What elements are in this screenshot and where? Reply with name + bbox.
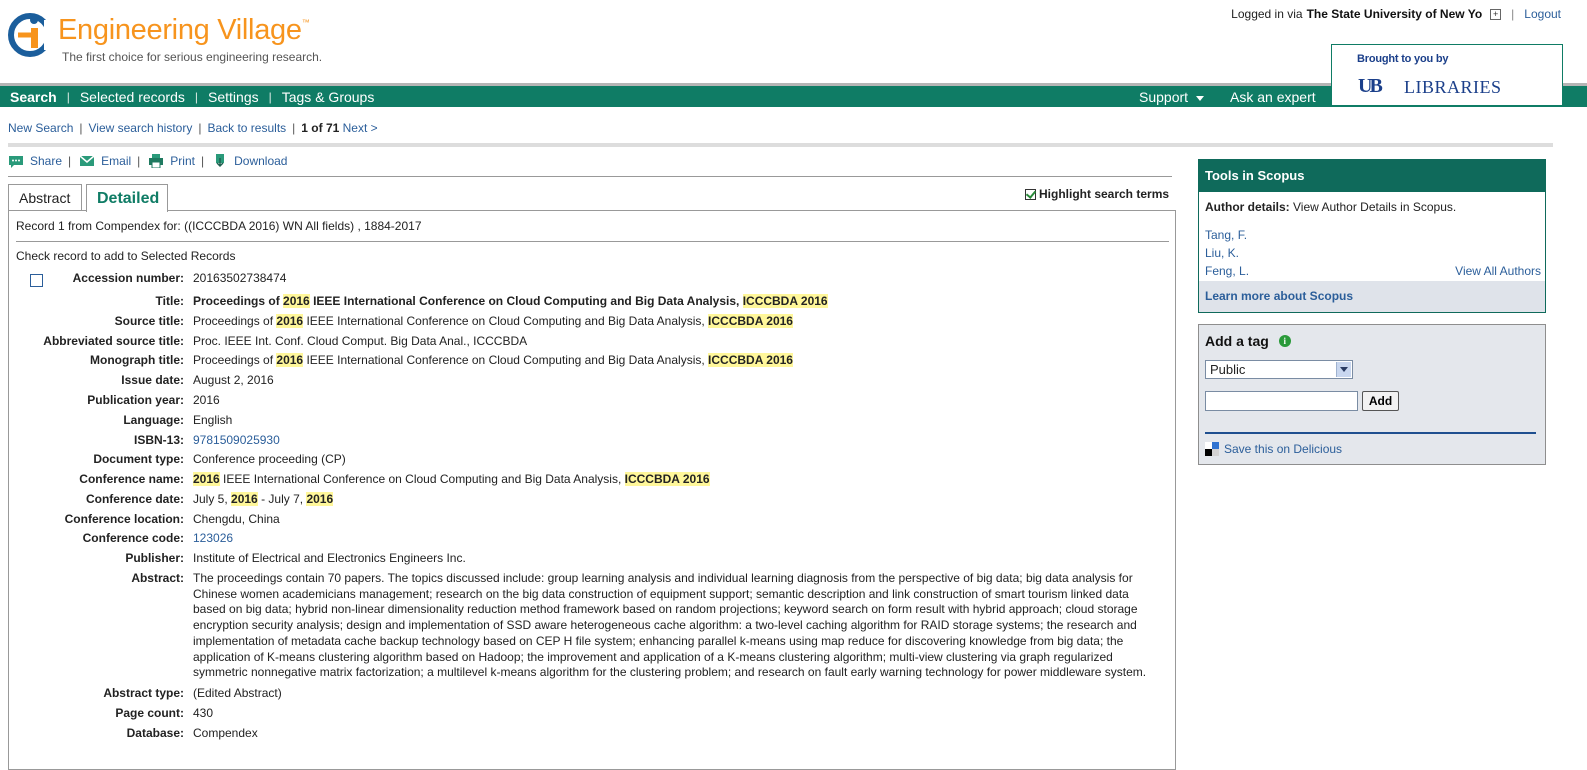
separator: | <box>200 154 205 168</box>
libraries-wordmark: LIBRARIES <box>1404 77 1502 97</box>
field-label: Accession number: <box>72 271 184 285</box>
learn-more-scopus-link[interactable]: Learn more about Scopus <box>1205 289 1354 303</box>
field-value: 20163502738474 <box>193 271 287 285</box>
author-details: Author details: View Author Details in Scopus. <box>1205 200 1457 214</box>
tag-visibility-value: Public <box>1210 362 1246 377</box>
dropdown-arrow-icon <box>1336 362 1351 377</box>
field-value: Proceedings of 2016 IEEE International Conference on Cloud Computing and Big Data Analysis, ICCCBDA 2016 <box>193 294 828 308</box>
tag-input[interactable] <box>1205 391 1358 411</box>
engineering-village-logo[interactable] <box>8 12 328 72</box>
highlight-search-terms-toggle[interactable] <box>1025 187 1169 201</box>
login-prefix: Logged in via <box>1231 7 1303 21</box>
field-label: Database: <box>126 726 184 740</box>
print-icon <box>148 154 164 168</box>
field-value: Institute of Electrical and Electronics Engineers Inc. <box>193 551 466 565</box>
nav-support[interactable] <box>1139 89 1204 105</box>
abstract-line: symmetric nonnegative matrix factorization; a multilevel k-means algorithm for the clustering problem; and research on fault early warning technology for power middleware system. <box>193 665 1147 680</box>
field-value: August 2, 2016 <box>193 373 274 387</box>
author-link[interactable]: Feng, L. <box>1205 264 1250 278</box>
view-all-authors-link[interactable]: View All Authors <box>1455 264 1541 278</box>
nav-search[interactable]: Search <box>10 89 57 105</box>
field-publisher <box>9 551 1159 567</box>
field-value: Conference proceeding (CP) <box>193 452 346 466</box>
tools-body <box>1199 192 1545 280</box>
back-to-results-link[interactable]: Back to results <box>207 121 287 135</box>
share-label: Share <box>30 154 63 168</box>
field-value: 430 <box>193 706 214 720</box>
download-icon <box>212 154 228 168</box>
download-button[interactable] <box>212 154 287 168</box>
record-count: 1 of 71 <box>301 121 340 135</box>
field-label: Source title: <box>114 314 184 328</box>
ei-logo-icon <box>8 12 54 58</box>
share-icon <box>8 154 24 168</box>
field-value <box>193 571 1159 681</box>
ub-logo-icon: UB <box>1358 75 1380 97</box>
abstract-line: encryption security analysis; design and implementation of SSD aware heterogeneous cache algorithm: a two-level caching algorithm for RAID storage systems; the research and <box>193 618 1137 633</box>
field-label: Publication year: <box>87 393 184 407</box>
divider <box>8 143 1553 147</box>
institution-name: The State University of New Yo <box>1306 7 1483 21</box>
login-bar <box>1231 7 1561 21</box>
field-value <box>193 531 1159 547</box>
field-source-title <box>9 314 1159 330</box>
field-value: Compendex <box>193 726 258 740</box>
field-label: Conference name: <box>79 472 184 486</box>
tools-title: Tools in Scopus <box>1199 160 1545 192</box>
print-label: Print <box>170 154 195 168</box>
field-value: July 5, 2016 - July 7, 2016 <box>193 492 334 506</box>
field-label: Publisher: <box>125 551 184 565</box>
abstract-line: The proceedings contain 70 papers. The topics discussed include: group learning analysis and individual learning diagnosis from the perspective of big data; big data analysis for <box>193 571 1133 585</box>
abstract-line: application of K-means clustering algorithm based on Hadoop; the improvement and application of a K-means clustering algorithm; multi-view clustering via graph regularized <box>193 649 1113 664</box>
field-accession-number <box>9 271 1159 287</box>
field-page-count <box>9 706 1159 722</box>
conference-code-link[interactable]: 123026 <box>193 531 234 545</box>
print-button[interactable] <box>148 154 195 168</box>
field-monograph-title <box>9 353 1159 369</box>
field-value: English <box>193 413 233 427</box>
field-value <box>193 433 1159 449</box>
brought-by-label: Brought to you by <box>1357 53 1449 65</box>
tools-in-scopus-box <box>1198 159 1546 313</box>
field-label: ISBN-13: <box>133 433 184 447</box>
new-search-link[interactable]: New Search <box>8 121 74 135</box>
field-value: Proceedings of 2016 IEEE International Conference on Cloud Computing and Big Data Analysis, ICCCBDA 2016 <box>193 314 793 328</box>
nav-separator: | <box>66 90 70 104</box>
field-label: Conference date: <box>85 492 184 506</box>
tag-visibility-select[interactable] <box>1205 360 1353 379</box>
abstract-line: implementation of metadata cache backup technology based on CEP H file system; enhancing parallel k-means using map reduce for discovering knowledge from big data; the <box>193 633 1124 648</box>
field-conference-location <box>9 512 1159 528</box>
next-record-link[interactable]: Next > <box>342 121 378 135</box>
field-label: Document type: <box>93 452 184 466</box>
field-conference-name <box>9 472 1159 488</box>
email-label: Email <box>101 154 132 168</box>
save-on-delicious[interactable] <box>1205 442 1342 456</box>
field-label: Language: <box>123 413 184 427</box>
field-language <box>9 413 1159 429</box>
email-button[interactable] <box>79 154 131 168</box>
separator: | <box>292 121 296 135</box>
field-issue-date <box>9 373 1159 389</box>
logout-link[interactable]: Logout <box>1524 7 1561 21</box>
tab-detailed[interactable]: Detailed <box>86 184 168 212</box>
field-conference-date <box>9 492 1159 508</box>
abstract-line: based on big data; hybrid non-linear dimensionality reduction method framework based on random projections; keyword search on form result with hybrid approach; cloud storage <box>193 602 1138 617</box>
author-link[interactable]: Liu, K. <box>1205 246 1240 260</box>
logo-tagline: The first choice for serious engineering research. <box>62 50 323 64</box>
record-toolbar <box>8 154 287 168</box>
separator: | <box>1511 7 1515 21</box>
nav-selected-records[interactable]: Selected records <box>79 89 185 105</box>
field-value: Chengdu, China <box>193 512 280 526</box>
delicious-icon <box>1205 442 1219 456</box>
email-icon <box>79 154 95 168</box>
nav-settings[interactable]: Settings <box>208 89 259 105</box>
field-value: (Edited Abstract) <box>193 686 282 700</box>
field-abstract-type <box>9 686 1159 702</box>
nav-separator: | <box>268 90 272 104</box>
info-icon[interactable]: i <box>1279 335 1291 347</box>
separator: | <box>68 154 72 168</box>
field-abbreviated-source-title <box>9 334 1159 350</box>
highlight-checkbox[interactable] <box>1025 189 1036 200</box>
abstract-line: Chinese women academicians management; research on the big data construction of equipment support; semantic description and link construction of smart tourism linked data <box>193 586 1129 601</box>
share-button[interactable] <box>8 154 62 168</box>
field-label: Abstract: <box>131 571 184 585</box>
field-abstract <box>9 571 1159 681</box>
field-label: Issue date: <box>121 373 184 387</box>
field-database <box>9 726 1159 742</box>
nav-tags-groups[interactable]: Tags & Groups <box>281 89 375 105</box>
field-publication-year <box>9 393 1159 409</box>
record-subnav <box>8 121 378 135</box>
tab-abstract[interactable]: Abstract <box>8 184 82 211</box>
field-value: 2016 <box>193 393 220 407</box>
logo-title: Engineering Village™ <box>58 14 310 46</box>
nav-support-label: Support <box>1139 89 1189 105</box>
highlight-label: Highlight search terms <box>1039 187 1170 201</box>
field-document-type <box>9 452 1159 468</box>
field-value: Proc. IEEE Int. Conf. Cloud Comput. Big Data Anal., ICCCBDA <box>193 334 528 348</box>
save-on-delicious-label: Save this on Delicious <box>1224 442 1343 456</box>
ub-libraries-banner[interactable] <box>1331 44 1563 106</box>
field-label: Monograph title: <box>90 353 184 367</box>
separator: | <box>79 121 83 135</box>
author-link[interactable]: Tang, F. <box>1205 228 1248 242</box>
field-label: Title: <box>155 294 184 308</box>
check-record-text: Check record to add to Selected Records <box>16 249 236 263</box>
download-label: Download <box>234 154 288 168</box>
divider <box>8 176 1172 177</box>
isbn-link[interactable]: 9781509025930 <box>193 433 280 447</box>
record-header: Record 1 from Compendex for: ((ICCCBDA 2016) WN All fields) , 1884-2017 <box>16 219 422 233</box>
nav-ask-expert[interactable]: Ask an expert <box>1230 89 1316 105</box>
tools-footer <box>1199 281 1545 312</box>
divider <box>16 241 1169 242</box>
record-detail-panel <box>8 210 1176 770</box>
field-label: Abbreviated source title: <box>43 334 184 348</box>
nav-separator: | <box>194 90 199 104</box>
field-label: Conference location: <box>64 512 184 526</box>
chevron-down-icon <box>1196 96 1204 101</box>
add-tag-box <box>1198 324 1546 465</box>
view-search-history-link[interactable]: View search history <box>88 121 193 135</box>
divider <box>1205 432 1536 434</box>
field-value: Proceedings of 2016 IEEE International Conference on Cloud Computing and Big Data Analysis, ICCCBDA 2016 <box>193 353 793 367</box>
field-label: Abstract type: <box>103 686 184 700</box>
add-tag-title: Add a tag i <box>1205 333 1291 349</box>
field-isbn <box>9 433 1159 449</box>
field-label: Conference code: <box>82 531 184 545</box>
add-tag-button[interactable]: Add <box>1362 391 1399 411</box>
field-value: 2016 IEEE International Conference on Cloud Computing and Big Data Analysis, ICCCBDA 2016 <box>193 472 710 486</box>
separator: | <box>137 154 141 168</box>
field-label: Page count: <box>115 706 184 720</box>
field-conference-code <box>9 531 1159 547</box>
expand-plus-icon[interactable]: + <box>1490 9 1501 20</box>
field-title <box>9 294 1159 310</box>
separator: | <box>198 121 202 135</box>
